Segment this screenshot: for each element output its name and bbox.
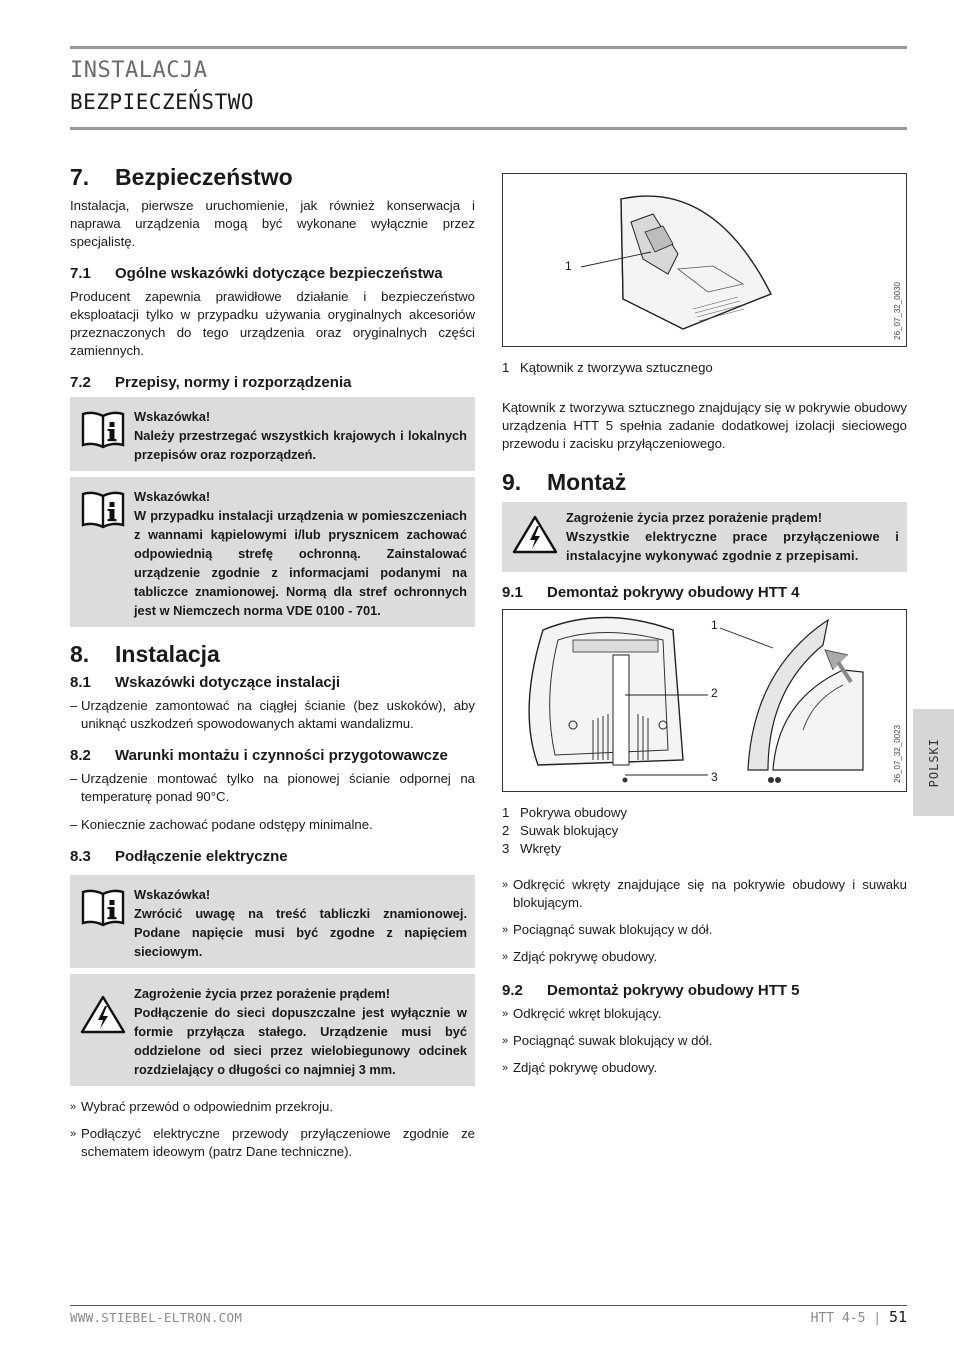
list-item: » Zdjąć pokrywę obudowy. [502, 949, 658, 964]
footer-page-info [811, 1308, 907, 1326]
list-item: » Odkręcić wkręty znajdujące się na pokrywie obudowy i suwaku blokującym. [502, 877, 907, 910]
footer-model: HTT 4-5 | [810, 1311, 882, 1326]
list-item: – Koniecznie zachować podane odstępy minimalne. [70, 817, 373, 832]
section-7-1-heading: 7.1 Ogólne wskazówki dotyczące bezpieczeństwa [70, 265, 443, 282]
left-column [70, 160, 475, 1170]
section-9-2-heading: 9.2 Demontaż pokrywy obudowy HTT 5 [502, 982, 800, 999]
legend-item: 1 Kątownik z tworzywa sztucznego [502, 360, 713, 375]
right-column [502, 173, 907, 1086]
footer-page-number: 51 [888, 1308, 907, 1326]
header-bottom-rule [70, 127, 907, 130]
info-book-icon [72, 487, 134, 620]
figure-plastic-angle [502, 173, 907, 347]
figure-1-legend [502, 359, 907, 377]
section-8-3-heading: 8.3 Podłączenie elektryczne [70, 848, 288, 865]
section-7-1-text: Producent zapewnia prawidłowe działanie i bezpieczeństwo eksploatacji tylko w przypadku używania oryginalnych akcesoriów przeznaczonych do tego urządzenia oraz oryginalnych części zamiennych. [70, 289, 475, 358]
list-item: » Zdjąć pokrywę obudowy. [502, 1060, 658, 1075]
list-item: – Urządzenie zamontować na ciągłej ścianie (bez uskoków), aby uniknąć uszkodzeń spowodowanych aktami wandalizmu. [70, 698, 475, 731]
list-item: » Odkręcić wkręt blokujący. [502, 1006, 662, 1021]
legend-item: 1 Pokrywa obudowy [502, 805, 628, 820]
footer-website-url: WWW.STIEBEL-ELTRON.COM [70, 1310, 243, 1325]
section-8-1-heading: 8.1 Wskazówki dotyczące instalacji [70, 674, 341, 691]
list-item: » Podłączyć elektryczne przewody przyłączeniowe zgodnie ze schematem ideowym (patrz Dane techniczne). [70, 1126, 475, 1159]
section-8-2-heading: 8.2 Warunki montażu i czynności przygotowawcze [70, 747, 448, 764]
cover-removal-drawing [503, 610, 906, 791]
figure-2-legend [502, 804, 907, 858]
section-7-intro: Instalacja, pierwsze uruchomienie, jak również konserwacja i naprawa urządzenia mogą być wykonane wyłącznie przez specjalistę. [70, 198, 475, 249]
info-book-icon [72, 407, 134, 464]
warning-note-9: Zagrożenie życia przez porażenie prądem! Wszystkie elektryczne prace przyłączeniowe i instalacyjne wykonywać zgodnie z przepisami. [502, 502, 907, 572]
legend-item: 2 Suwak blokujący [502, 823, 619, 838]
header-top-rule [70, 46, 907, 49]
figure-callout-1: 1 [565, 259, 572, 273]
legend-item: 3 Wkręty [502, 841, 562, 856]
figure-callout-3: 3 [711, 770, 718, 784]
info-book-icon [72, 885, 134, 961]
figure-1-description: Kątownik z tworzywa sztucznego znajdujący się w pokrywie obudowy urządzenia HTT 5 spełnia zadanie dodatkowej izolacji sieciowego przewodu i zacisku przyłączeniowego. [502, 400, 907, 451]
electric-hazard-icon [72, 984, 134, 1079]
section-7-2-heading: 7.2 Przepisy, normy i rozporządzenia [70, 374, 352, 391]
info-note-8-3: Wskazówka! Zwrócić uwagę na treść tabliczki znamionowej. Podane napięcie musi być zgodne z napięciem sieciowym. [70, 875, 475, 968]
info-note-7-2-b: Wskazówka! W przypadku instalacji urządzenia w pomieszczeniach z wannami kąpielowymi i/lub prysznicem zachować odpowiednią strefę ochronną. Zainstalować urządzenie zgodnie z informacjami podanymi na tabliczce znamionowej. Normą dla stref ochronnych jest w Niemczech norma VDE 0100 - 701. [70, 477, 475, 627]
figure-callout-1: 1 [711, 618, 718, 632]
figure-code: 26_07_32_0023 [893, 725, 902, 783]
list-item: – Urządzenie montować tylko na pionowej ścianie odpornej na temperaturę ponad 90°C. [70, 771, 475, 804]
language-side-tab: POLSKI [913, 709, 954, 816]
figure-code: 26_07_32_0030 [893, 282, 902, 340]
figure-callout-2: 2 [711, 686, 718, 700]
info-note-7-2-a: Wskazówka! Należy przestrzegać wszystkich krajowych i lokalnych przepisów oraz rozporządzeń. [70, 397, 475, 471]
warning-note-8-3: Zagrożenie życia przez porażenie prądem! Podłączenie do sieci dopuszczalne jest wyłącznie w formie przyłącza stałego. Urządzenie musi być oddzielone od sieci przez wielobiegunowy odcinek rozdzielający o długości co najmniej 3 mm. [70, 974, 475, 1086]
footer-rule [70, 1305, 907, 1306]
section-9-1-heading: 9.1 Demontaż pokrywy obudowy HTT 4 [502, 584, 800, 601]
list-item: » Pociągnąć suwak blokujący w dół. [502, 1033, 713, 1048]
header-subsection-title: BEZPIECZEŃSTWO [70, 90, 255, 114]
section-7-heading: 7. Bezpieczeństwo [70, 164, 293, 190]
list-item: » Wybrać przewód o odpowiednim przekroju. [70, 1099, 334, 1114]
section-9-heading: 9. Montaż [502, 469, 627, 495]
list-item: » Pociągnąć suwak blokujący w dół. [502, 922, 713, 937]
electric-hazard-icon [504, 508, 566, 565]
header-section-title: INSTALACJA [70, 58, 208, 83]
housing-cover-drawing [503, 174, 906, 346]
section-8-heading: 8. Instalacja [70, 641, 220, 667]
figure-cover-removal-htt4 [502, 609, 907, 792]
